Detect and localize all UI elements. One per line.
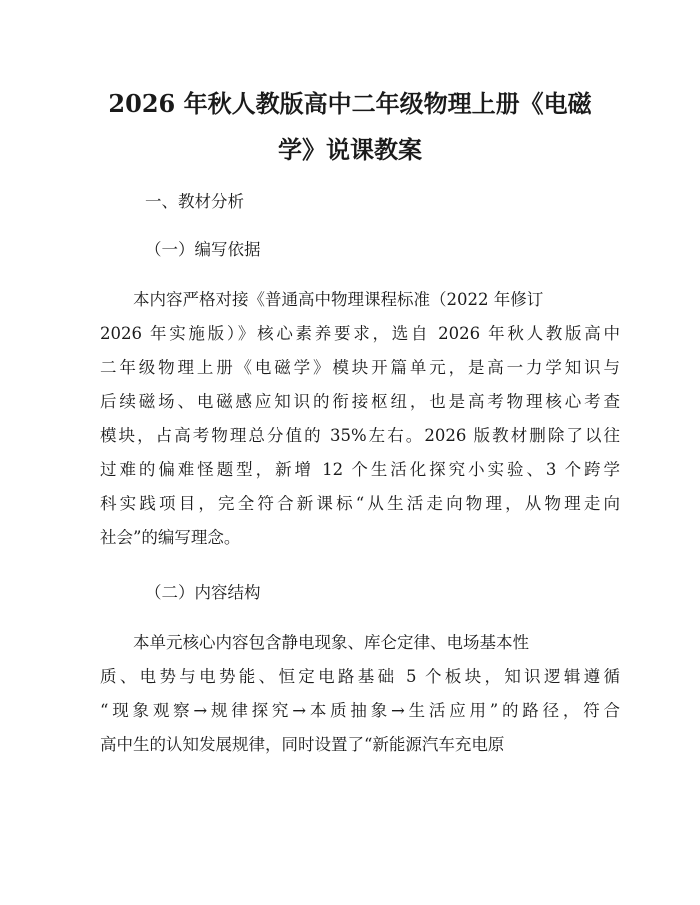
paragraph-line: 2026 年实施版）》核心素养要求，选自 2026 年秋人教版高中 [100,324,620,343]
paragraph-line: 高中生的认知发展规律，同时设置了“新能源汽车充电原 [100,735,505,754]
paragraph-line: 后续磁场、电磁感应知识的衔接枢纽，也是高考物理核心考查 [100,392,620,411]
paragraph-line: 科实践项目，完全符合新课标“从生活走向物理，从物理走向 [100,494,620,513]
paragraph-line: 本单元核心内容包含静电现象、库仑定律、电场基本性 [133,633,529,652]
paragraph-line: 社会”的编写理念。 [100,528,241,547]
document-title-line-2: 学》说课教案 [278,135,422,164]
paragraph-line: 本内容严格对接《普通高中物理课程标准（2022 年修订 [133,290,544,309]
subsection-heading-writing-basis: （一）编写依据 [145,240,261,259]
paragraph-line: “现象观察→规律探究→本质抽象→生活应用”的路径，符合 [100,701,620,720]
paragraph-line: 模块，占高考物理总分值的 35%左右。2026 版教材删除了以往 [100,426,620,445]
paragraph-writing-basis [100,283,620,555]
paragraph-content-structure [100,626,620,762]
document-title-line-1: 2026 年秋人教版高中二年级物理上册《电磁 [108,89,592,118]
paragraph-line: 二年级物理上册《电磁学》模块开篇单元，是高一力学知识与 [100,358,620,377]
paragraph-line: 质、电势与电势能、恒定电路基础 5 个板块，知识逻辑遵循 [100,667,620,686]
paragraph-line: 过难的偏难怪题型，新增 12 个生活化探究小实验、3 个跨学 [100,460,620,479]
subsection-heading-content-structure: （二）内容结构 [145,583,261,602]
section-heading-textbook-analysis: 一、教材分析 [145,192,244,211]
